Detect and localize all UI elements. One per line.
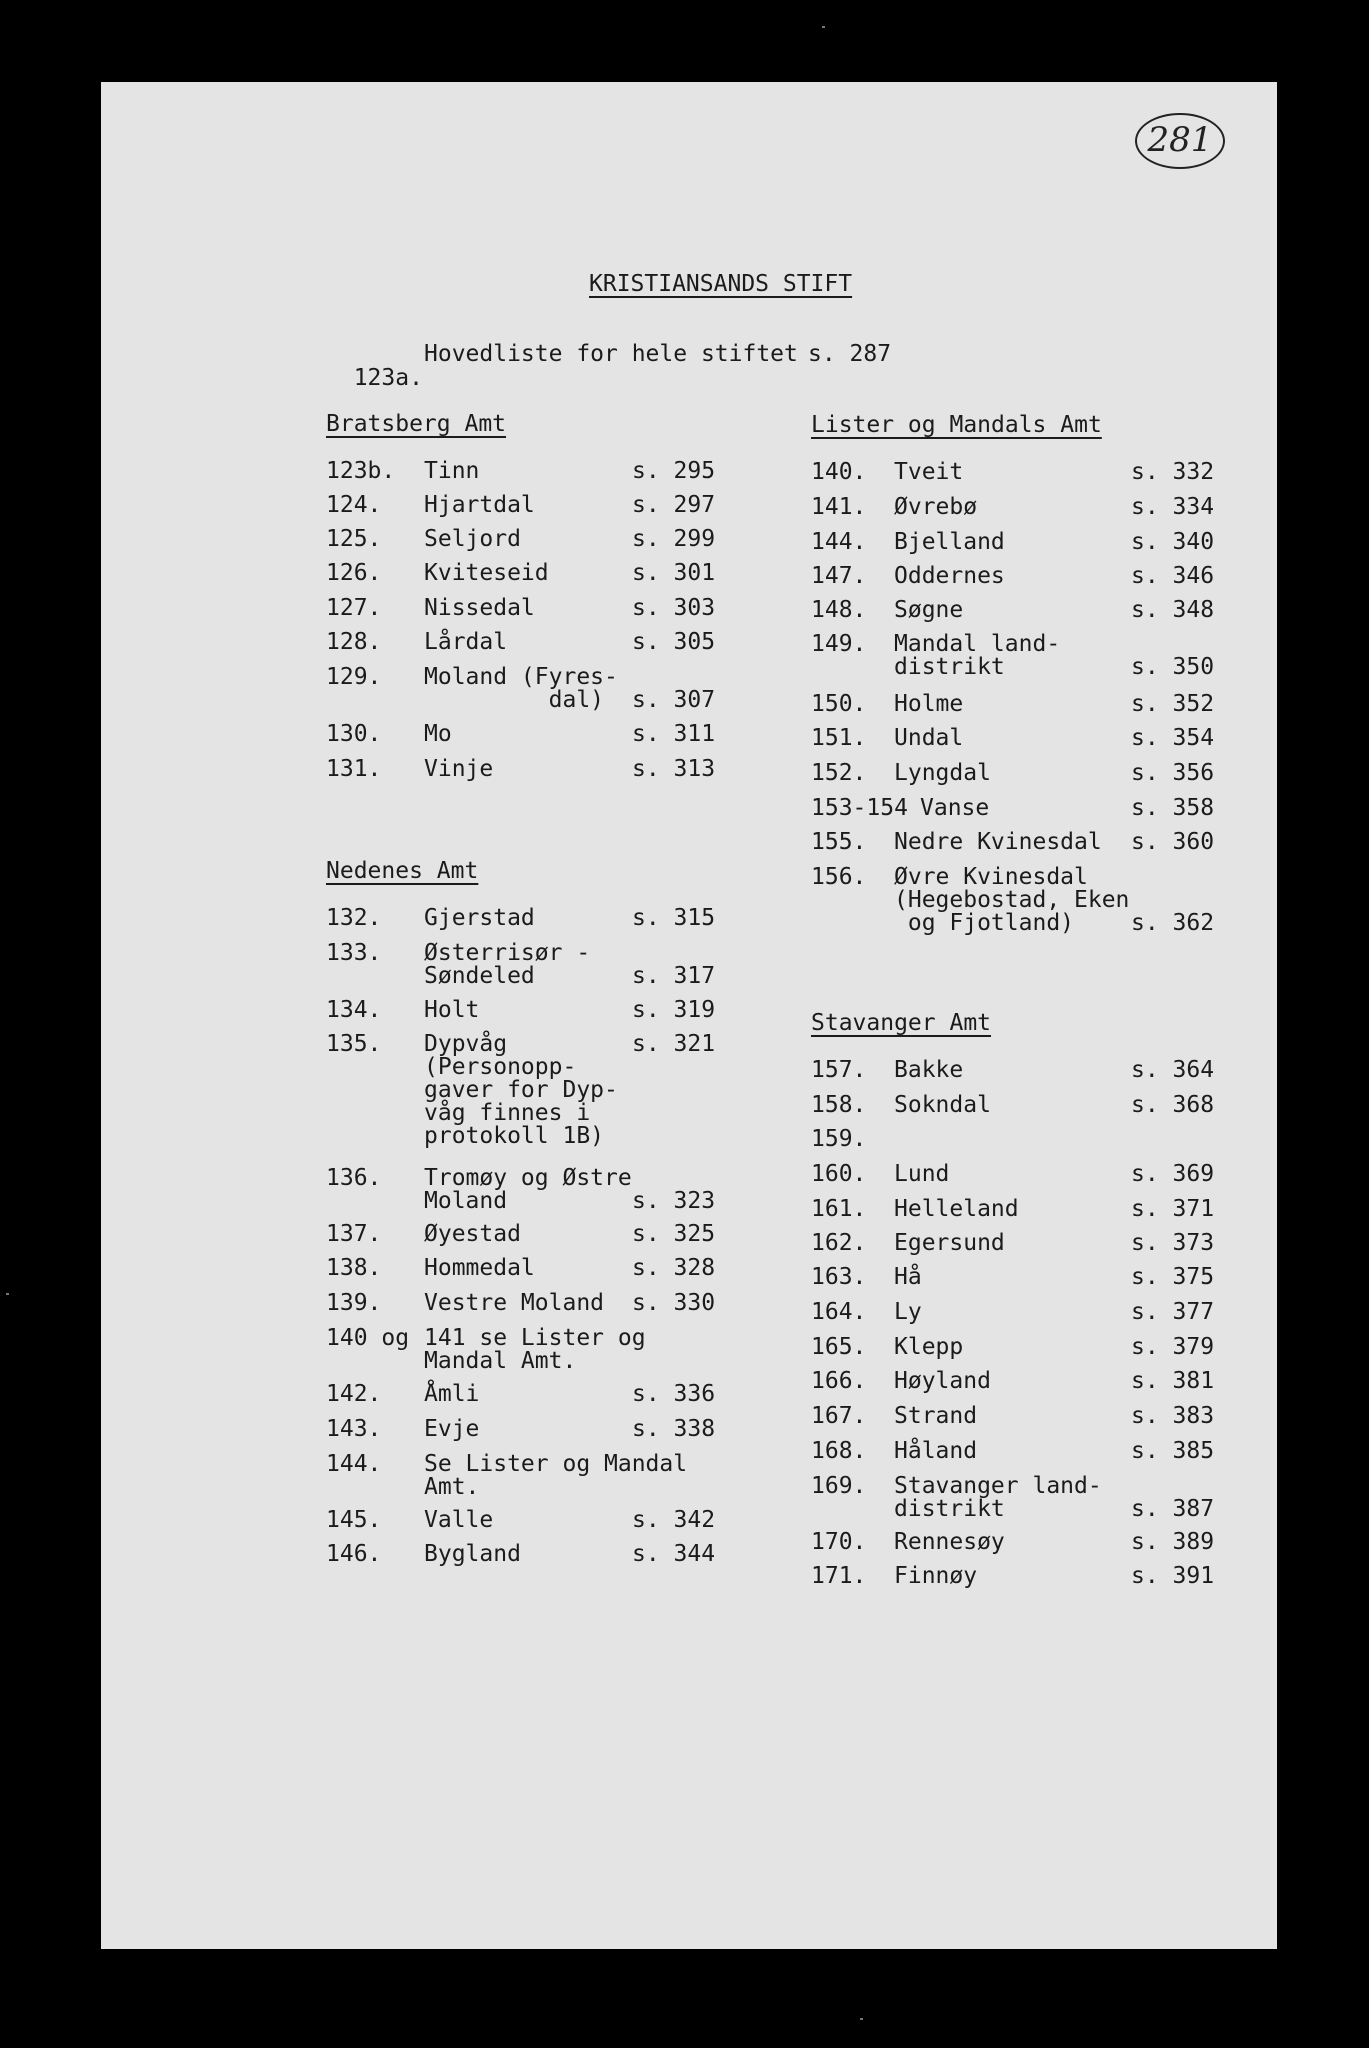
entry-number: 134.: [326, 997, 382, 1023]
entry-name-line: Bjelland: [894, 529, 1005, 555]
entry-name-line: Undal: [894, 725, 964, 751]
entry-number: 159.: [811, 1126, 867, 1152]
entry-name-line: Strand: [894, 1403, 978, 1429]
folio-number: 281: [1135, 113, 1225, 169]
entry-number: 135.: [326, 1031, 382, 1057]
entry-name-line: Oddernes: [894, 563, 1005, 589]
entry-number: 123b.: [326, 458, 396, 484]
entry-page: s. 297: [632, 492, 716, 518]
entry-name-line: Hå: [894, 1264, 922, 1290]
entry-name-line: Ly: [894, 1299, 922, 1325]
entry-name-line: og Fjotland): [894, 910, 1075, 936]
speck: [822, 26, 825, 28]
entry-number: 155.: [811, 829, 867, 855]
entry-name-line: distrikt: [894, 654, 1005, 680]
entry-number: 147.: [811, 563, 867, 589]
entry-number: 168.: [811, 1438, 867, 1464]
entry-name-line: (Personopp-: [424, 1054, 577, 1080]
entry-name-line: (Hegebostad, Eken: [894, 887, 1130, 913]
entry-name-line: Moland: [424, 1188, 508, 1214]
entry-name-line: Seljord: [424, 526, 521, 552]
entry-page: s. 311: [632, 721, 716, 747]
entry-name-line: Tinn: [424, 458, 480, 484]
entry-name-line: Søndeled: [424, 963, 535, 989]
entry-number: 165.: [811, 1334, 867, 1360]
entry-number: 153-154: [811, 795, 908, 821]
entry-page: s. 350: [1131, 654, 1215, 680]
entry-page: s. 354: [1131, 725, 1215, 751]
entry-page: s. 338: [632, 1416, 716, 1442]
entry-number: 141.: [811, 494, 867, 520]
entry-number: 167.: [811, 1403, 867, 1429]
entry-name-line: Vinje: [424, 756, 494, 782]
entry-number: 150.: [811, 691, 867, 717]
entry-name-line: dal): [424, 687, 605, 713]
entry-number: 162.: [811, 1230, 867, 1256]
entry-name-line: Mandal Amt.: [424, 1348, 577, 1374]
entry-name-line: 141 se Lister og: [424, 1325, 646, 1351]
entry-page: s. 299: [632, 526, 716, 552]
section-heading: Stavanger Amt: [811, 1010, 992, 1036]
entry-number: 164.: [811, 1299, 867, 1325]
entry-name-line: Bakke: [894, 1057, 964, 1083]
entry-page: s. 328: [632, 1255, 716, 1281]
entry-name-line: Klepp: [894, 1334, 964, 1360]
entry-name-line: Høyland: [894, 1368, 991, 1394]
entry-page: s. 389: [1131, 1529, 1215, 1555]
entry-page: s. 336: [632, 1381, 716, 1407]
entry-page: s. 307: [632, 687, 716, 713]
entry-name-line: Østerrisør -: [424, 940, 591, 966]
entry-name-line: Søgne: [894, 597, 964, 623]
entry-page: s. 369: [1131, 1161, 1215, 1187]
section-heading: Bratsberg Amt: [326, 411, 507, 437]
entry-name-line: Hommedal: [424, 1255, 535, 1281]
entry-name-line: Helleland: [894, 1196, 1019, 1222]
entry-page: s. 340: [1131, 529, 1215, 555]
entry-page: s. 364: [1131, 1057, 1215, 1083]
entry-name-line: Dypvåg: [424, 1031, 508, 1057]
entry-number: 130.: [326, 721, 382, 747]
entry-number: 138.: [326, 1255, 382, 1281]
entry-number: 133.: [326, 940, 382, 966]
entry-page: s. 330: [632, 1290, 716, 1316]
entry-name-line: Mandal land-: [894, 631, 1061, 657]
entry-page: s. 358: [1131, 795, 1215, 821]
entry-name-line: Vanse: [920, 795, 990, 821]
entry-name-line: Se Lister og Mandal: [424, 1451, 688, 1477]
entry-number: 137.: [326, 1221, 382, 1247]
entry-name-line: Holme: [894, 691, 964, 717]
entry-number: 152.: [811, 760, 867, 786]
entry-page: s. 303: [632, 595, 716, 621]
entry-page: s. 313: [632, 756, 716, 782]
entry-number: 136.: [326, 1165, 382, 1191]
entry-number: 140.: [811, 459, 867, 485]
entry-name-line: Evje: [424, 1416, 480, 1442]
entry-number: 148.: [811, 597, 867, 623]
section-heading: Nedenes Amt: [326, 858, 479, 884]
entry-number: 127.: [326, 595, 382, 621]
entry-name-line: Øvre Kvinesdal: [894, 864, 1088, 890]
entry-name-line: Sokndal: [894, 1092, 991, 1118]
entry-page: s. 301: [632, 560, 716, 586]
entry-name-line: Lårdal: [424, 629, 508, 655]
entry-name-line: Øyestad: [424, 1221, 521, 1247]
section-heading: Lister og Mandals Amt: [811, 412, 1102, 438]
entry-name-line: Rennesøy: [894, 1529, 1005, 1555]
entry-number: 139.: [326, 1290, 382, 1316]
entry-page: s. 332: [1131, 459, 1215, 485]
entry-name-line: Nissedal: [424, 595, 535, 621]
entry-number: 166.: [811, 1368, 867, 1394]
main-entry-name: Hovedliste for hele stiftet: [424, 341, 798, 367]
entry-number: 126.: [326, 560, 382, 586]
entry-page: s. 315: [632, 905, 716, 931]
entry-name-line: Øvrebø: [894, 494, 978, 520]
entry-name-line: Stavanger land-: [894, 1473, 1102, 1499]
entry-page: s. 377: [1131, 1299, 1215, 1325]
entry-name-line: Håland: [894, 1438, 978, 1464]
entry-name-line: Finnøy: [894, 1563, 978, 1589]
entry-name-line: Tveit: [894, 459, 964, 485]
entry-number: 170.: [811, 1529, 867, 1555]
entry-number: 140 og: [326, 1325, 410, 1351]
main-entry-page: s. 287: [808, 341, 892, 367]
entry-number: 125.: [326, 526, 382, 552]
entry-page: s. 368: [1131, 1092, 1215, 1118]
entry-number: 145.: [326, 1507, 382, 1533]
entry-name-line: Nedre Kvinesdal: [894, 829, 1102, 855]
entry-number: 161.: [811, 1196, 867, 1222]
entry-page: s. 379: [1131, 1334, 1215, 1360]
entry-page: s. 346: [1131, 563, 1215, 589]
entry-page: s. 362: [1131, 910, 1215, 936]
entry-number: 163.: [811, 1264, 867, 1290]
entry-number: 171.: [811, 1563, 867, 1589]
entry-page: s. 323: [632, 1188, 716, 1214]
entry-number: 144.: [811, 529, 867, 555]
entry-page: s. 381: [1131, 1368, 1215, 1394]
speck: [6, 1293, 9, 1295]
entry-name-line: våg finnes i: [424, 1100, 591, 1126]
entry-number: 169.: [811, 1473, 867, 1499]
entry-page: s. 325: [632, 1221, 716, 1247]
entry-name-line: protokoll 1B): [424, 1123, 605, 1149]
entry-number: 128.: [326, 629, 382, 655]
entry-name-line: Amt.: [424, 1474, 480, 1500]
entry-page: s. 305: [632, 629, 716, 655]
entry-name-line: distrikt: [894, 1496, 1005, 1522]
entry-page: s. 375: [1131, 1264, 1215, 1290]
entry-page: s. 334: [1131, 494, 1215, 520]
entry-page: s. 373: [1131, 1230, 1215, 1256]
entry-page: s. 352: [1131, 691, 1215, 717]
entry-name-line: Valle: [424, 1507, 494, 1533]
entry-page: s. 360: [1131, 829, 1215, 855]
entry-number: 160.: [811, 1161, 867, 1187]
entry-name-line: gaver for Dyp-: [424, 1077, 618, 1103]
entry-name-line: Lund: [894, 1161, 950, 1187]
entry-page: s. 348: [1131, 597, 1215, 623]
main-entry-number: 123a.: [353, 365, 423, 391]
speck: [860, 2018, 863, 2020]
entry-number: 144.: [326, 1451, 382, 1477]
entry-page: s. 317: [632, 963, 716, 989]
entry-name-line: Gjerstad: [424, 905, 535, 931]
entry-name-line: Egersund: [894, 1230, 1005, 1256]
entry-name-line: Åmli: [424, 1381, 480, 1407]
entry-page: s. 321: [632, 1031, 716, 1057]
document-title: KRISTIANSANDS STIFT: [589, 271, 853, 297]
entry-page: s. 356: [1131, 760, 1215, 786]
entry-number: 146.: [326, 1541, 382, 1567]
entry-number: 149.: [811, 631, 867, 657]
entry-page: s. 391: [1131, 1563, 1215, 1589]
entry-number: 158.: [811, 1092, 867, 1118]
entry-name-line: Kviteseid: [424, 560, 549, 586]
entry-name-line: Holt: [424, 997, 480, 1023]
entry-page: s. 342: [632, 1507, 716, 1533]
entry-number: 157.: [811, 1057, 867, 1083]
entry-page: s. 295: [632, 458, 716, 484]
entry-name-line: Bygland: [424, 1541, 521, 1567]
entry-name-line: Mo: [424, 721, 452, 747]
entry-number: 151.: [811, 725, 867, 751]
entry-name-line: Tromøy og Østre: [424, 1165, 632, 1191]
entry-page: s. 385: [1131, 1438, 1215, 1464]
entry-number: 132.: [326, 905, 382, 931]
entry-page: s. 383: [1131, 1403, 1215, 1429]
entry-page: s. 344: [632, 1541, 716, 1567]
entry-number: 131.: [326, 756, 382, 782]
entry-number: 156.: [811, 864, 867, 890]
entry-name-line: Hjartdal: [424, 492, 535, 518]
entry-name-line: Moland (Fyres-: [424, 664, 618, 690]
entry-page: s. 387: [1131, 1496, 1215, 1522]
entry-number: 129.: [326, 664, 382, 690]
entry-number: 124.: [326, 492, 382, 518]
entry-number: 142.: [326, 1381, 382, 1407]
entry-number: 143.: [326, 1416, 382, 1442]
entry-page: s. 371: [1131, 1196, 1215, 1222]
main-entry: [326, 342, 423, 390]
entry-page: s. 319: [632, 997, 716, 1023]
entry-name-line: Vestre Moland: [424, 1290, 605, 1316]
entry-name-line: Lyngdal: [894, 760, 991, 786]
